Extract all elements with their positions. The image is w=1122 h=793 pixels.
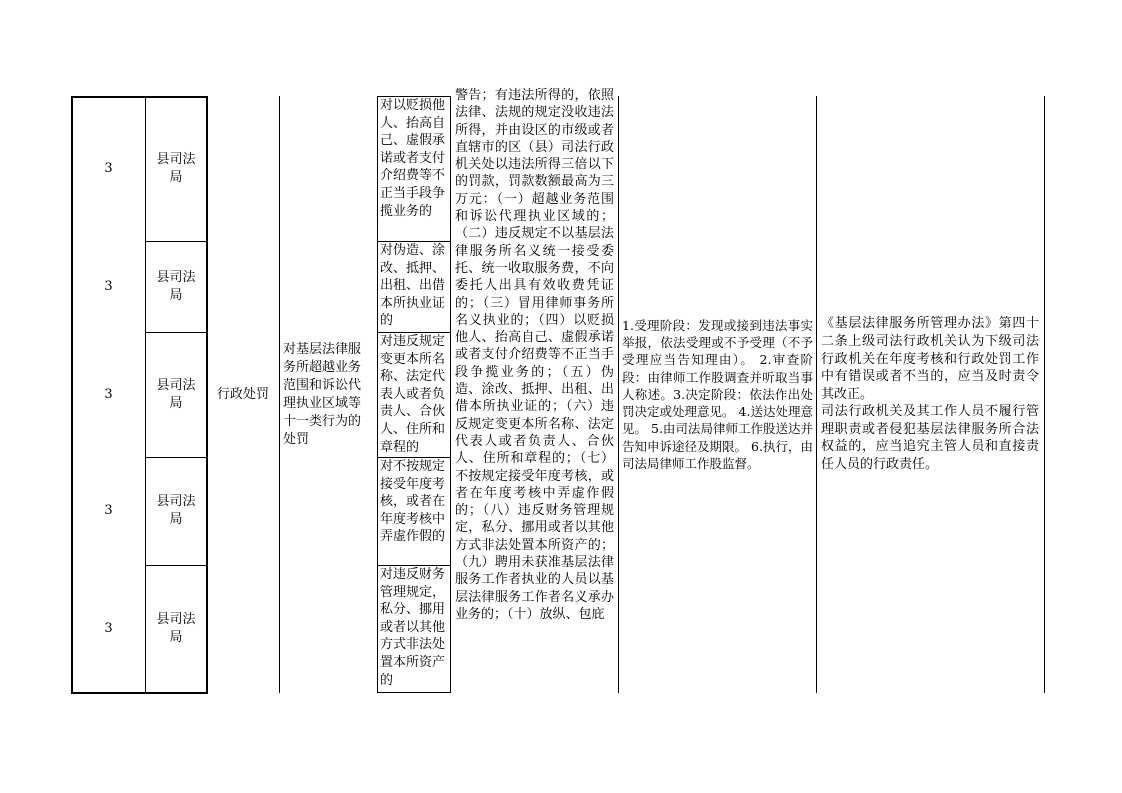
department-cell: 县司法局: [156, 377, 196, 411]
row-number: 3: [104, 503, 113, 518]
row-number: 3: [104, 386, 113, 402]
department-cell: 县司法局: [156, 269, 196, 303]
row-number: 3: [104, 278, 113, 294]
sub-item-cell: 对违反规定变更本所名称、法定代表人或者负责人、合伙人、住所和章程的: [380, 334, 446, 455]
table-border-right: [1044, 96, 1045, 693]
procedure-text: 1.受理阶段：发现或接到违法事实举报，依法受理或不予受理（不予受理应当告知理由）。 2.审查阶段：由律师工作股调查并听取当事人称述。3.决定阶段：依法作出处罚决定或处理意见。 4.送达处理意见。 5.由司法局律师工作股送达并告知申诉途径及期限。 6.执行，由司法局律师工作股监督。: [622, 318, 813, 471]
procedure-cell: [619, 96, 816, 693]
sub-item-cell: 对以贬损他人、抬高自己、虚假承诺或者支付介绍费等不正当手段争揽业务的: [380, 98, 446, 219]
table-border-bottom: [71, 692, 208, 694]
responsibility-paragraph: 《基层法律服务所管理办法》第四十二条上级司法行政机关认为下级司法行政机关在年度考核和行政处罚工作中有错误或者不当的，应当及时责令其改正。: [821, 316, 1039, 402]
sub-item-cell: 对违反财务管理规定，私分、挪用或者以其他方式非法处置本所资产的: [380, 567, 446, 688]
responsibility-cell: [817, 96, 1043, 693]
row-number: 3: [104, 620, 113, 636]
responsibility-paragraph: 司法行政机关及其工作人员不履行管理职责或者侵犯基层法律服务所合法权益的，应当追究主管人员和直接责任人员的行政责任。: [821, 404, 1039, 473]
department-cell: 县司法局: [156, 151, 196, 185]
penalty-type-cell: 行政处罚: [216, 386, 269, 402]
department-cell: 县司法局: [156, 611, 196, 645]
penalty-item-cell: 对基层法律服务所超越业务范围和诉讼代理执业区域等十一类行为的处罚: [283, 341, 362, 447]
sub-item-cell: 对不按规定接受年度考核，或者在年度考核中弄虚作假的: [380, 459, 446, 545]
row-divider: [377, 692, 451, 693]
row-number: 3: [104, 160, 113, 176]
legal-basis-cell: [451, 88, 617, 693]
sub-item-cell: 对伪造、涂改、抵押、出租、出借本所执业证的: [380, 243, 446, 329]
department-cell: 县司法局: [156, 494, 196, 527]
legal-basis-text: 警告；有违法所得的，依照法律、法规的规定没收违法所得，并由设区的市级或者直辖市的区（县）司法行政机关处以违法所得三倍以下的罚款，罚款数额最高为三万元：（一）超越业务范围和诉讼代理执业区域的；（二）违反规定不以基层法律服务所名义统一接受委托、统一收取服务费，不向委托人出具有效收费凭证的；（三）冒用律师事务所名义执业的；（四）以贬损他人、抬高自己、虚假承诺或者支付介绍费等不正当手段争揽业务的；（五）伪造、涂改、抵押、出租、出借本所执业证的；（六）违反规定变更本所名称、法定代表人或者负责人、合伙人、住所和章程的；（七）不按规定接受年度考核，或者在年度考核中弄虚作假的；（八）违反财务管理规定，私分、挪用或者以其他方式非法处置本所资产的；（九）聘用未获准基层法律服务工作者执业的人员以基层法律服务工作者名义承办业务的；（十）放纵、包庇: [455, 88, 614, 622]
